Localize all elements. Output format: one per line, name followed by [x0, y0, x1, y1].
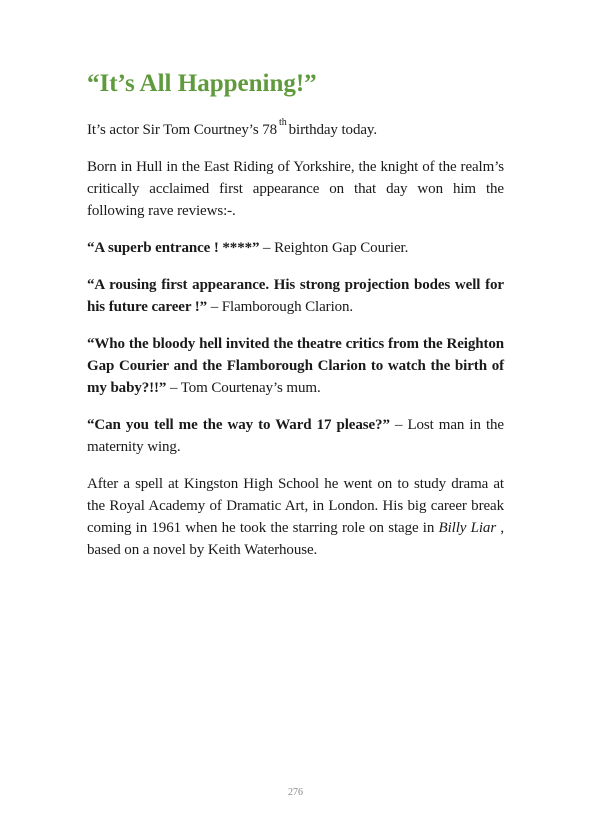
review-source: – Reighton Gap Courier. [259, 240, 409, 256]
review-paragraph [87, 274, 504, 318]
page-number: 276 [288, 787, 303, 798]
career-paragraph [87, 473, 504, 561]
play-title: Billy Liar [438, 520, 497, 536]
career-text: After a spell at Kingston High School he went on to study drama at the Royal Academy of Dramatic Art, in London. His big career break coming in 1961 when he took the starring role on stage in [87, 476, 504, 536]
review-paragraph [87, 414, 504, 458]
review-quote: “A superb entrance ! ****” [87, 240, 260, 256]
review-quote: “Can you tell me the way to Ward 17 please?” [87, 417, 390, 433]
intro-text: It’s actor Sir Tom Courtney’s 78 [87, 122, 278, 138]
career-text-end: , based on a novel by Keith Waterhouse. [87, 520, 504, 558]
review-source: – Lost man in the maternity wing. [87, 417, 504, 455]
intro-text-end: birthday today. [288, 122, 377, 138]
review-quote: “Who the bloody hell invited the theatre critics from the Reighton Gap Courier and the Flamborough Clarion to watch the birth of my baby?!!” [87, 336, 504, 396]
born-paragraph: Born in Hull in the East Riding of Yorkshire, the knight of the realm’s critically acclaimed first appearance on that day won him the following rave reviews:-. [87, 159, 504, 219]
ordinal-suffix: th [279, 117, 287, 128]
review-quote: “A rousing first appearance. His strong projection bodes well for his future career !” [87, 277, 504, 315]
review-paragraph [87, 333, 504, 399]
review-source: – Flamborough Clarion. [207, 299, 354, 315]
review-paragraph [87, 237, 504, 259]
article-body [87, 119, 504, 576]
intro-paragraph [87, 119, 504, 141]
article-title: “It’s All Happening!” [87, 70, 317, 97]
review-source: – Tom Courtenay’s mum. [166, 380, 321, 396]
